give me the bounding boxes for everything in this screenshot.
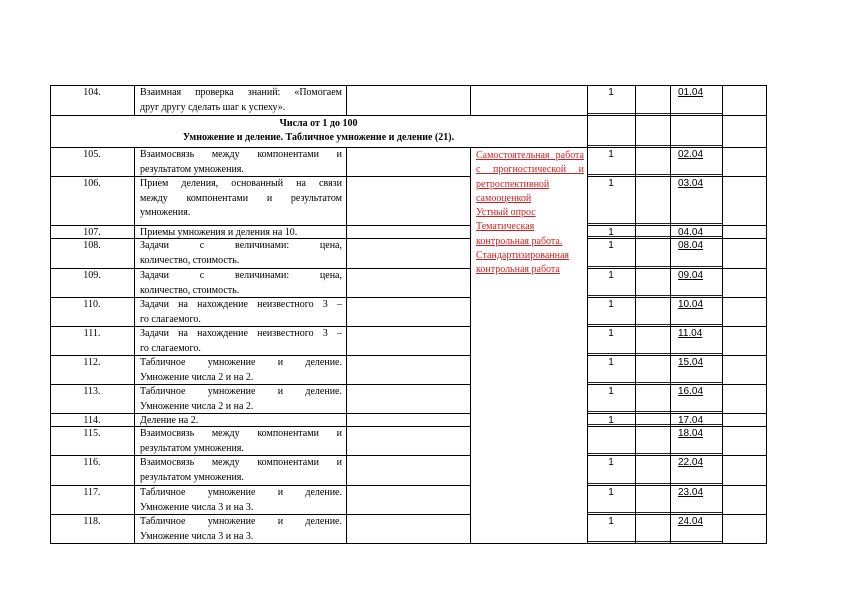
lesson-number: 115. xyxy=(83,428,101,439)
lesson-number: 113. xyxy=(83,386,101,397)
lesson-number: 114. xyxy=(83,415,101,426)
lesson-topic: Взаимная проверка знаний: «Помогаем xyxy=(140,87,342,98)
column-line xyxy=(635,85,636,543)
hours-count: 1 xyxy=(608,149,614,160)
row-line-double xyxy=(587,266,722,267)
lesson-topic: умножения. xyxy=(140,207,191,218)
lesson-topic: Задачи на нахождение неизвестного 3 – xyxy=(140,328,342,339)
lesson-number: 116. xyxy=(83,457,101,468)
lesson-topic: Взаимосвязь между компонентами и xyxy=(140,149,342,160)
column-line xyxy=(346,85,347,115)
hours-count: 1 xyxy=(608,270,614,281)
lesson-topic: Деление на 2. xyxy=(140,415,199,426)
hours-count: 1 xyxy=(608,415,614,426)
column-line xyxy=(470,147,471,543)
control-form-item: Стандартизированная контрольная работа xyxy=(476,250,570,276)
hours-count: 1 xyxy=(608,299,614,310)
table-border-right xyxy=(766,85,767,544)
lesson-topic: Умножение числа 2 и на 2. xyxy=(140,400,254,412)
lesson-topic: Прием деления, основанный на связи xyxy=(140,178,342,189)
lesson-date: 18.04 xyxy=(678,428,704,439)
lesson-date: 01.04 xyxy=(678,87,704,98)
row-line-double xyxy=(587,174,722,175)
lesson-topic: Табличное умножение и деление. xyxy=(140,386,342,397)
lesson-topic: результатом умножения. xyxy=(140,442,244,454)
lesson-number: 108. xyxy=(83,240,101,251)
lesson-number: 104. xyxy=(83,87,101,98)
lesson-date: 10.04 xyxy=(678,299,704,310)
lesson-number: 112. xyxy=(83,357,101,368)
lesson-date: 08.04 xyxy=(678,240,704,251)
lesson-topic: Задачи на нахождение неизвестного 3 – xyxy=(140,299,342,310)
lesson-topic: между компонентами и результатом xyxy=(140,192,342,204)
control-form-item: Устный опрос xyxy=(476,207,536,219)
column-line xyxy=(722,85,723,543)
lesson-date: 24.04 xyxy=(678,516,704,527)
lesson-date: 16.04 xyxy=(678,386,704,397)
hours-count: 1 xyxy=(608,227,614,238)
lesson-date: 15.04 xyxy=(678,357,704,368)
hours-count: 1 xyxy=(608,178,614,189)
column-line xyxy=(134,147,135,543)
hours-count: 1 xyxy=(608,487,614,498)
lesson-number: 111. xyxy=(83,328,101,339)
row-line-double xyxy=(587,453,722,454)
lesson-topic: Задачи с величинами: цена, xyxy=(140,240,342,251)
lesson-topic: Табличное умножение и деление. xyxy=(140,516,342,527)
section-subtitle: Умножение и деление. Табличное умножение и деление (21). xyxy=(182,132,455,143)
row-line xyxy=(50,115,766,116)
lesson-topic: Умножение числа 2 и на 2. xyxy=(140,371,254,383)
lesson-topic: Умножение числа 3 и на 3. xyxy=(140,501,254,513)
lesson-topic: Взаимосвязь между компонентами и xyxy=(140,428,342,439)
lesson-topic: Задачи с величинами: цена, xyxy=(140,270,342,281)
hours-count: 1 xyxy=(608,386,614,397)
row-line-double xyxy=(587,541,722,542)
lesson-date: 23.04 xyxy=(678,487,704,498)
lesson-topic: количество, стоимость. xyxy=(140,254,240,266)
lesson-date: 02.04 xyxy=(678,149,704,160)
lesson-topic: друг другу сделать шаг к успеху». xyxy=(140,101,286,113)
lesson-date: 04.04 xyxy=(678,227,704,238)
control-form-item: Самостоятельная работа с прогностической и ретроспективной самооценкой xyxy=(476,150,584,204)
lesson-number: 117. xyxy=(83,487,101,498)
hours-count: 1 xyxy=(608,457,614,468)
lesson-number: 118. xyxy=(83,516,101,527)
lesson-date: 11.04 xyxy=(678,328,703,339)
control-form-item: Тематическая контрольная работа. xyxy=(476,221,563,247)
column-line xyxy=(670,85,671,543)
hours-count: 1 xyxy=(608,328,614,339)
lesson-topic: Табличное умножение и деление. xyxy=(140,487,342,498)
lesson-topic: результатом умножения. xyxy=(140,163,244,175)
lesson-topic: Взаимосвязь между компонентами и xyxy=(140,457,342,468)
column-line xyxy=(134,85,135,115)
hours-count: 1 xyxy=(608,240,614,251)
lesson-topic: количество, стоимость. xyxy=(140,284,240,296)
column-line xyxy=(470,85,471,115)
hours-count: 1 xyxy=(608,87,614,98)
lesson-number: 107. xyxy=(83,227,101,238)
lesson-topic: Приемы умножения и деления на 10. xyxy=(140,227,298,238)
row-line-double xyxy=(587,145,722,146)
row-line-double xyxy=(587,324,722,325)
row-line-double xyxy=(587,353,722,354)
lesson-date: 09.04 xyxy=(678,270,704,281)
row-line-double xyxy=(587,113,722,114)
lesson-number: 106. xyxy=(83,178,101,189)
lesson-plan-table xyxy=(50,85,766,543)
lesson-topic: го слагаемого. xyxy=(140,342,201,354)
lesson-number: 105. xyxy=(83,149,101,160)
row-line-double xyxy=(587,483,722,484)
control-forms xyxy=(476,149,584,278)
row-line-double xyxy=(587,411,722,412)
section-title: Числа от 1 до 100 xyxy=(279,118,358,129)
lesson-number: 109. xyxy=(83,270,101,281)
lesson-topic: результатом умножения. xyxy=(140,471,244,483)
hours-count: 1 xyxy=(608,357,614,368)
lesson-number: 110. xyxy=(83,299,101,310)
lesson-date: 22.04 xyxy=(678,457,704,468)
row-line-double xyxy=(587,295,722,296)
lesson-date: 03.04 xyxy=(678,178,704,189)
hours-count: 1 xyxy=(608,516,614,527)
lesson-topic: Умножение числа 3 и на 3. xyxy=(140,530,254,542)
row-line-double xyxy=(587,512,722,513)
row-line-double xyxy=(587,223,722,224)
lesson-date: 17.04 xyxy=(678,415,704,426)
lesson-topic: го слагаемого. xyxy=(140,313,201,325)
row-line-double xyxy=(587,382,722,383)
column-line xyxy=(346,147,347,543)
lesson-topic: Табличное умножение и деление. xyxy=(140,357,342,368)
